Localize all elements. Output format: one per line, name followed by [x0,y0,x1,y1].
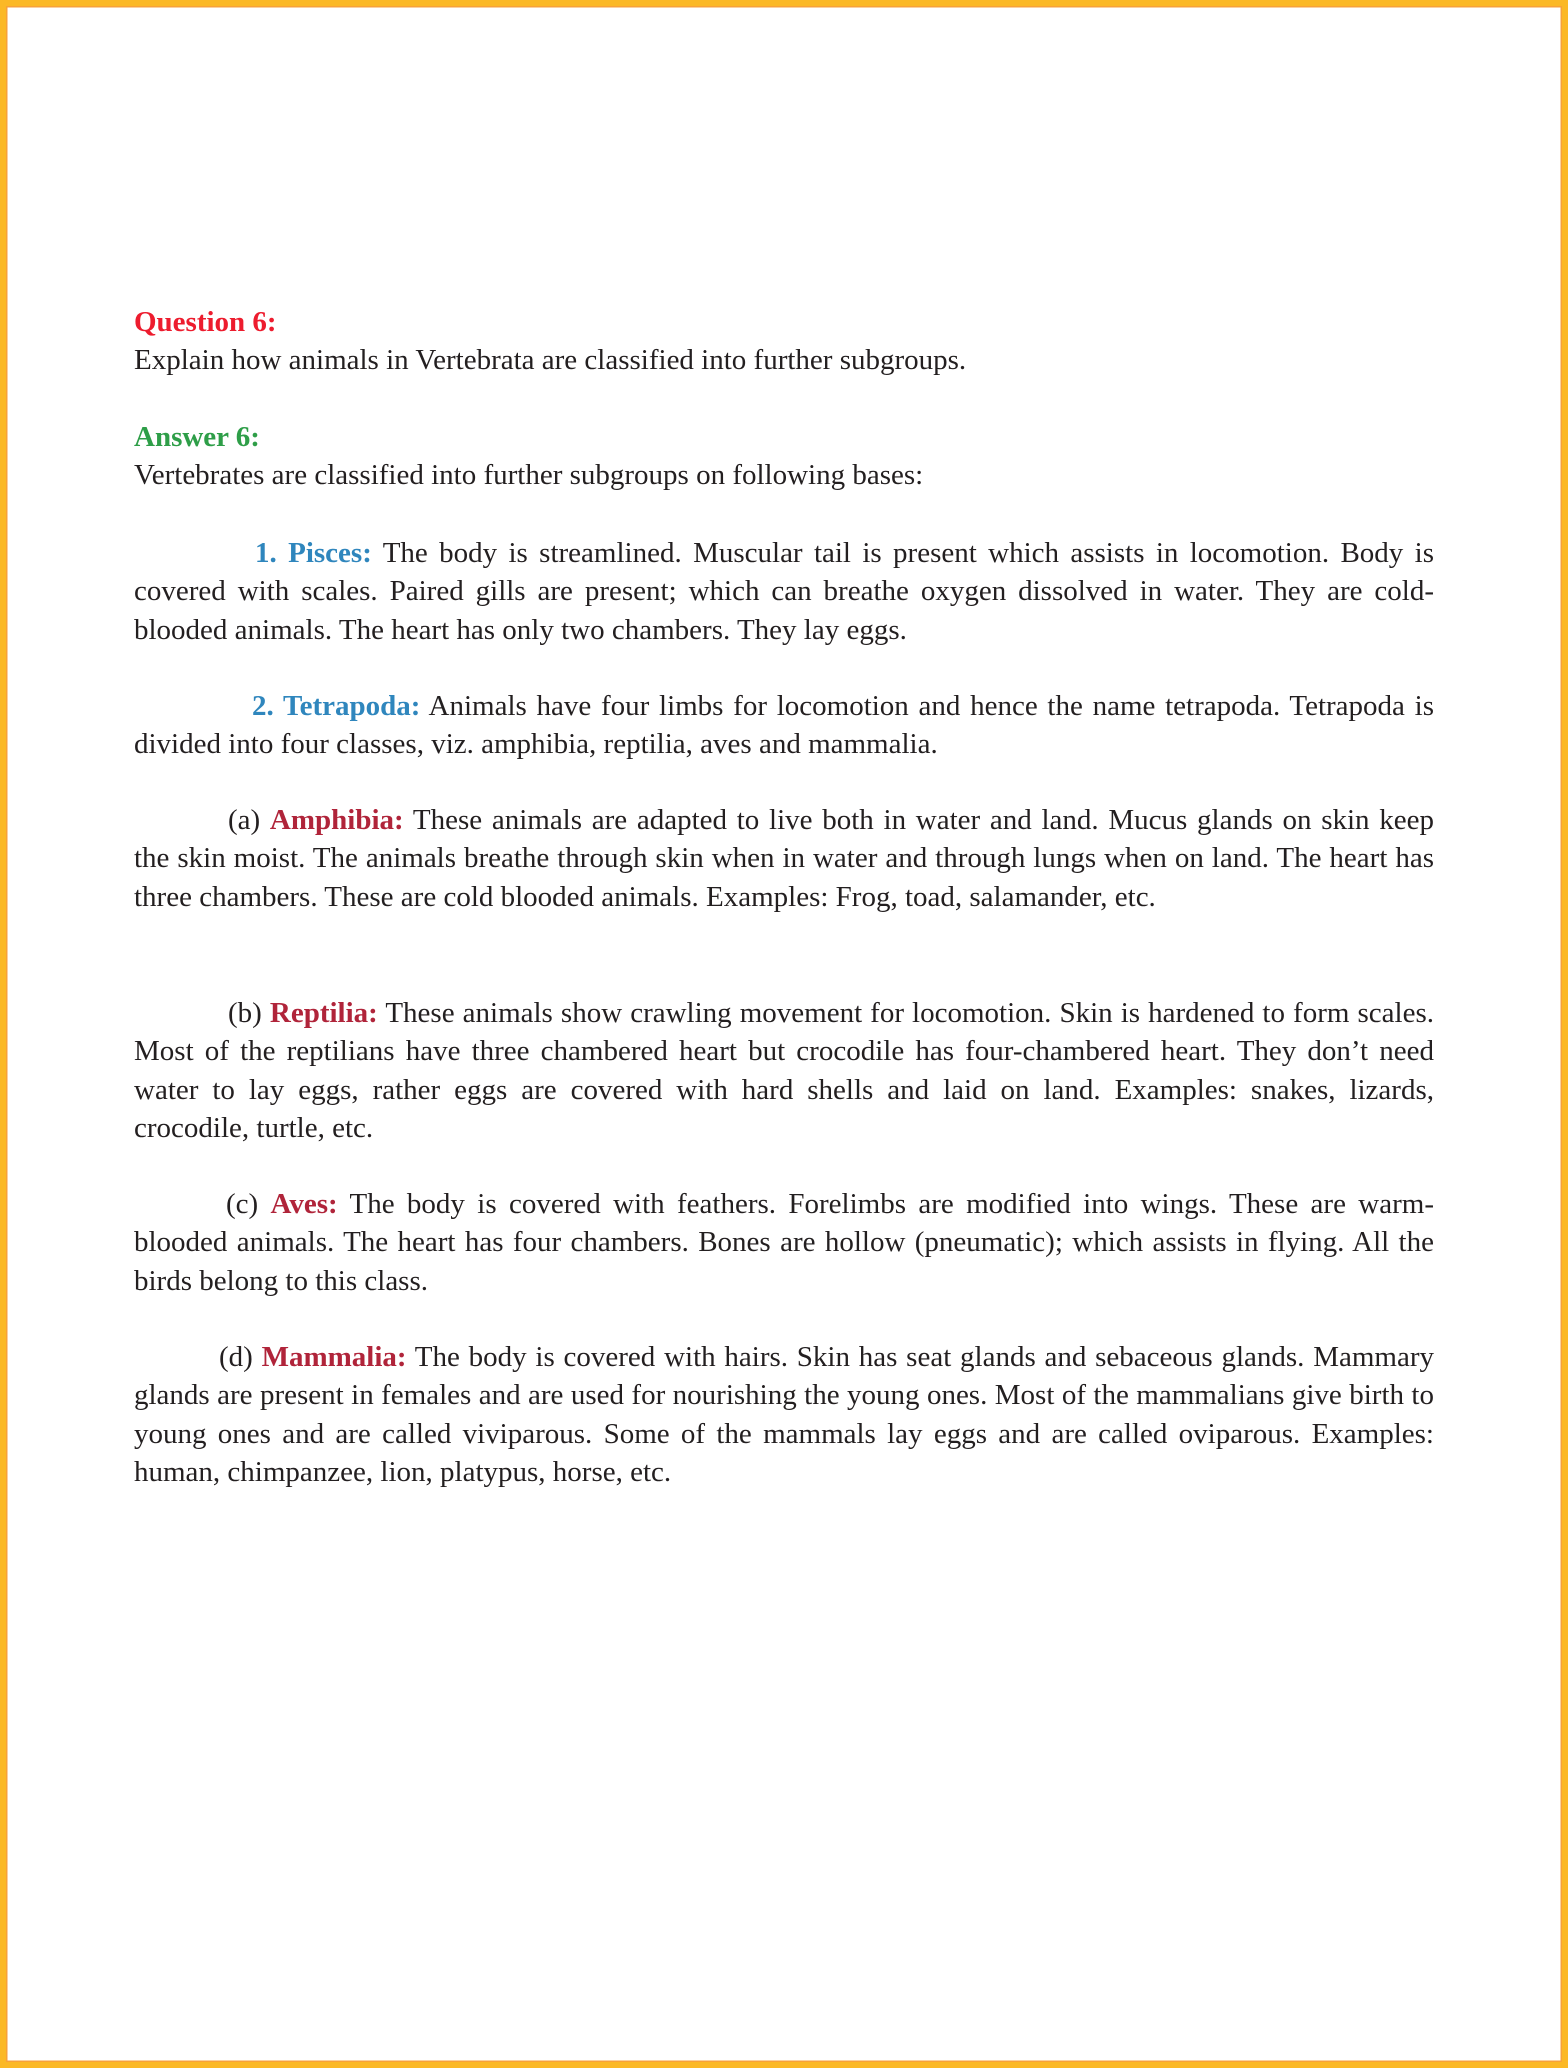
section-pisces [134,534,1434,649]
section-tetrapoda [134,687,1434,764]
section-prefix: (c) [226,1188,271,1220]
section-body: These animals show crawling movement for locomotion. Skin is hardened to form scales. Most of the reptilians have three chambered heart but crocodile has four-chambered heart. They don’t need water to lay eggs, rather eggs are covered with hard shells and laid on land. Examples: snakes, lizards, crocodile, turtle, etc. [134,997,1434,1144]
section-term-amphibia: Amphibia: [269,804,404,836]
section-mammalia [134,1338,1434,1491]
section-term-pisces: 1. Pisces: [255,537,372,569]
section-term-aves: Aves: [270,1188,338,1220]
section-body: The body is covered with feathers. Forelimbs are modified into wings. These are warm-blooded animals. The heart has four chambers. Bones are hollow (pneumatic); which assists in flying. All the birds belong to this class. [134,1188,1434,1297]
answer-intro: Vertebrates are classified into further subgroups on following bases: [134,459,924,491]
section-body: These animals are adapted to live both in water and land. Mucus glands on skin keep the skin moist. The animals breathe through skin when in water and through lungs when on land. The heart has three chambers. These are cold blooded animals. Examples: Frog, toad, salamander, etc. [134,804,1434,913]
section-term-reptilia: Reptilia: [269,997,378,1029]
section-term-tetrapoda: 2. Tetrapoda: [252,690,421,722]
section-body: The body is covered with hairs. Skin has seat glands and sebaceous glands. Mammary glands are present in females and are used for nourishing the young ones. Most of the mammalians give birth to young ones and are called viviparous. Some of the mammals lay eggs and are called oviparous. Examples: human, chimpanzee, lion, platypus, horse, etc. [134,1341,1434,1488]
section-body: The body is streamlined. Muscular tail is present which assists in locomotion. Body is covered with scales. Paired gills are present; which can breathe oxygen dissolved in water. They are cold-blooded animals. The heart has only two chambers. They lay eggs. [134,537,1434,646]
question-text: Explain how animals in Vertebrata are classified into further subgroups. [134,344,967,376]
section-reptilia [134,994,1434,1147]
section-body: Animals have four limbs for locomotion and hence the name tetrapoda. Tetrapoda is divided into four classes, viz. amphibia, reptilia, aves and mammalia. [134,690,1434,761]
section-aves [134,1185,1434,1300]
section-prefix: (d) [219,1341,262,1373]
section-prefix: (b) [228,997,270,1029]
section-amphibia [134,801,1434,916]
answer-label: Answer 6: [134,421,260,453]
question-label: Question 6: [134,306,277,338]
section-term-mammalia: Mammalia: [261,1341,407,1373]
section-prefix: (a) [228,804,270,836]
